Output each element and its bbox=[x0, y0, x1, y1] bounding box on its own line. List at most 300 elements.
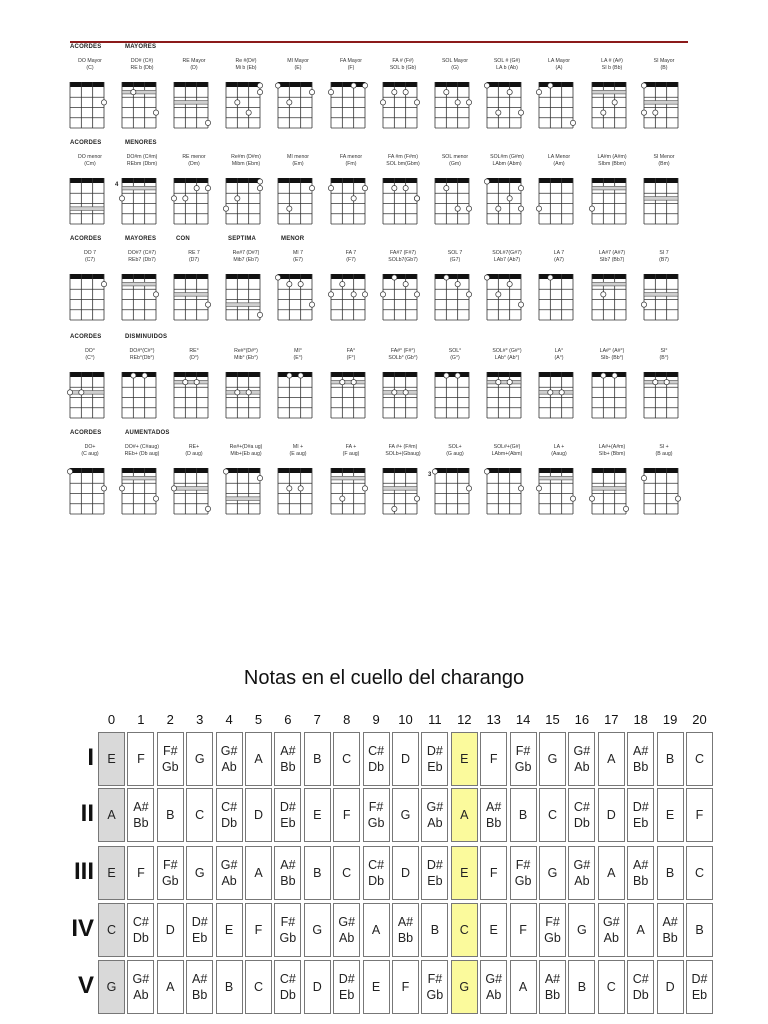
note-name: Ab bbox=[221, 760, 237, 774]
note-name: C bbox=[253, 980, 264, 994]
note-name: Db bbox=[368, 760, 385, 774]
note-name: Eb bbox=[339, 988, 355, 1002]
finger-dot bbox=[641, 476, 646, 481]
chord-name bbox=[584, 348, 640, 362]
nut-bar bbox=[539, 274, 573, 279]
chord-name bbox=[584, 444, 640, 458]
finger-dot bbox=[484, 179, 489, 184]
finger-dot bbox=[287, 100, 292, 105]
chord-name-line: (E°) bbox=[293, 355, 303, 361]
note-name: A bbox=[636, 923, 645, 937]
note-name: B bbox=[665, 752, 675, 766]
note-name: Bb bbox=[280, 760, 296, 774]
finger-dot bbox=[275, 83, 280, 88]
chord-name-line: REb°(Db°) bbox=[129, 355, 155, 361]
chord-name-line: LA b (Ab) bbox=[496, 65, 518, 71]
chord-name-line: (C aug) bbox=[81, 451, 99, 457]
chord-name-line: SOL bm(Gbm) bbox=[386, 161, 420, 167]
chord-name-line: SOL#+(G#) bbox=[493, 444, 521, 450]
nut-bar bbox=[644, 274, 678, 279]
note-cell bbox=[274, 903, 301, 957]
chord-name bbox=[114, 348, 170, 362]
chord-name bbox=[114, 154, 170, 168]
note-name: G bbox=[194, 866, 205, 880]
note-cell bbox=[686, 846, 713, 900]
chord-name bbox=[531, 58, 587, 72]
chord-diagram bbox=[174, 250, 214, 328]
note-cell bbox=[510, 960, 537, 1014]
note-cell bbox=[304, 788, 331, 842]
chord-name bbox=[270, 444, 326, 458]
chord-section bbox=[70, 334, 688, 426]
barre-mark bbox=[644, 293, 678, 297]
barre-mark bbox=[174, 380, 208, 384]
chord-diagram bbox=[174, 348, 214, 426]
note-cell bbox=[363, 903, 390, 957]
chord-name-line: (D7) bbox=[188, 257, 200, 263]
chord-name bbox=[218, 250, 274, 264]
note-cell bbox=[627, 903, 654, 957]
note-name: D# bbox=[426, 858, 443, 872]
finger-dot bbox=[444, 186, 449, 191]
finger-dot bbox=[257, 186, 262, 191]
chord-diagram bbox=[331, 444, 371, 522]
note-cell bbox=[304, 903, 331, 957]
nut-bar bbox=[70, 178, 104, 183]
note-name: Db bbox=[368, 874, 385, 888]
note-name: G# bbox=[485, 972, 503, 986]
note-name: A bbox=[607, 866, 616, 880]
note-name: E bbox=[107, 752, 116, 766]
nut-bar bbox=[174, 372, 208, 377]
chord-diagram bbox=[174, 154, 214, 232]
nut-bar bbox=[435, 178, 469, 183]
chord-name-line: (F aug) bbox=[342, 451, 360, 457]
chord-diagram bbox=[383, 154, 423, 232]
note-name: F bbox=[137, 866, 145, 880]
note-name: Db bbox=[279, 988, 296, 1002]
note-name: Eb bbox=[633, 816, 649, 830]
fret-number: 16 bbox=[574, 712, 590, 727]
barre-mark bbox=[226, 303, 260, 307]
finger-dot bbox=[351, 380, 356, 385]
chord-name-line: Re#+(D#a ug) bbox=[229, 444, 263, 450]
finger-dot bbox=[362, 292, 367, 297]
note-name: D# bbox=[426, 744, 443, 758]
nut-bar bbox=[383, 468, 417, 473]
chord-grid bbox=[274, 80, 316, 130]
chord-name bbox=[166, 250, 222, 264]
chord-grid bbox=[535, 80, 577, 130]
chord-name-line: SI Mayor bbox=[653, 58, 675, 64]
chord-name-line: (B°) bbox=[659, 355, 669, 361]
note-name: B bbox=[430, 923, 440, 937]
note-name: Ab bbox=[486, 988, 502, 1002]
chord-name-line: Re#m (D#m) bbox=[231, 154, 261, 160]
nut-bar bbox=[278, 178, 312, 183]
finger-dot bbox=[101, 100, 106, 105]
chord-diagram bbox=[115, 154, 162, 232]
chord-name bbox=[218, 348, 274, 362]
note-cell bbox=[127, 846, 154, 900]
finger-dot bbox=[153, 292, 158, 297]
nut-bar bbox=[70, 274, 104, 279]
finger-dot bbox=[67, 390, 72, 395]
note-cell bbox=[539, 846, 566, 900]
note-name: F bbox=[401, 980, 410, 994]
finger-dot bbox=[205, 302, 210, 307]
note-cell bbox=[539, 960, 566, 1014]
chord-name-line: RE Mayor bbox=[182, 58, 206, 64]
note-name: Bb bbox=[486, 816, 502, 830]
nut-bar bbox=[331, 274, 365, 279]
chord-name-line: LAbm (Abm) bbox=[492, 161, 522, 167]
nut-bar bbox=[435, 274, 469, 279]
chord-diagram bbox=[487, 444, 527, 522]
chord-name-line: LAb° (Ab°) bbox=[494, 355, 520, 361]
open-string-cell bbox=[98, 960, 125, 1014]
barre-mark bbox=[174, 293, 208, 297]
note-name: C bbox=[342, 752, 352, 766]
fret-number: 19 bbox=[662, 712, 678, 727]
note-name: Ab bbox=[427, 816, 443, 830]
finger-dot bbox=[205, 120, 210, 125]
chord-diagram bbox=[383, 348, 423, 426]
chord-diagram bbox=[70, 444, 110, 522]
finger-dot bbox=[235, 196, 240, 201]
note-cell bbox=[157, 846, 184, 900]
barre-mark bbox=[174, 487, 208, 491]
note-cell bbox=[568, 732, 595, 786]
finger-dot bbox=[101, 486, 106, 491]
chord-name-line: Re#7 (D#7) bbox=[232, 250, 260, 256]
finger-dot bbox=[328, 292, 333, 297]
note-name: D bbox=[165, 923, 175, 937]
finger-dot bbox=[392, 275, 397, 280]
chord-name-line: LA + bbox=[553, 444, 565, 450]
chord-name-line: (F°) bbox=[346, 355, 356, 361]
finger-dot bbox=[612, 100, 617, 105]
chord-name bbox=[323, 58, 379, 72]
chord-name-line: (E7) bbox=[293, 257, 303, 263]
chord-section bbox=[70, 430, 688, 522]
note-cell bbox=[539, 903, 566, 957]
chord-grid bbox=[118, 80, 160, 130]
note-name: C# bbox=[573, 800, 590, 814]
finger-dot bbox=[257, 476, 262, 481]
note-name: Ab bbox=[133, 988, 149, 1002]
note-name: D# bbox=[632, 800, 649, 814]
nut-bar bbox=[383, 178, 417, 183]
chord-name-line: SOLb° (Gb°) bbox=[388, 355, 418, 361]
chord-name-line: Re #(D#) bbox=[235, 58, 257, 64]
note-name: E bbox=[460, 752, 469, 766]
chord-grid bbox=[274, 176, 316, 226]
nut-bar bbox=[331, 372, 365, 377]
finger-dot bbox=[298, 486, 303, 491]
nut-bar bbox=[226, 274, 260, 279]
barre-mark bbox=[592, 90, 626, 94]
chord-diagram bbox=[435, 348, 475, 426]
finger-dot bbox=[414, 196, 419, 201]
note-name: F bbox=[519, 923, 527, 937]
chord-grid bbox=[535, 176, 577, 226]
chord-grid bbox=[483, 272, 525, 322]
chord-name-line: DO#7 (C#7) bbox=[128, 250, 156, 256]
note-cell bbox=[686, 788, 713, 842]
chord-name-line: LA Menor bbox=[547, 154, 571, 160]
note-cell bbox=[568, 960, 595, 1014]
fret-number: 15 bbox=[545, 712, 560, 727]
note-name: C# bbox=[368, 858, 385, 872]
chord-name bbox=[62, 348, 118, 362]
chord-name bbox=[427, 250, 483, 264]
finger-dot bbox=[612, 373, 617, 378]
chord-name bbox=[218, 58, 274, 72]
chord-name-line: DO#+ (C#aug) bbox=[125, 444, 159, 450]
finger-dot bbox=[119, 196, 124, 201]
chord-diagram bbox=[70, 58, 110, 136]
note-name: C bbox=[342, 866, 352, 880]
finger-dot bbox=[79, 390, 84, 395]
string-label: V bbox=[77, 972, 94, 999]
chord-grid bbox=[66, 176, 108, 226]
note-cell bbox=[333, 732, 360, 786]
chord-name-line: (D°) bbox=[189, 355, 199, 361]
note-name: C bbox=[195, 808, 205, 822]
section-label: MAYORES bbox=[125, 44, 157, 50]
fret-number: 20 bbox=[692, 712, 707, 727]
chord-grid bbox=[327, 176, 369, 226]
note-name: B bbox=[224, 980, 234, 994]
note-name: Db bbox=[632, 988, 649, 1002]
note-cell bbox=[686, 732, 713, 786]
finger-dot bbox=[298, 373, 303, 378]
note-name: C# bbox=[279, 972, 296, 986]
chord-name-line: FA#° (F#°) bbox=[390, 348, 416, 354]
chord-diagram bbox=[644, 58, 684, 136]
note-cell bbox=[539, 732, 566, 786]
chord-grid bbox=[379, 466, 421, 516]
section-label: MAYORES bbox=[125, 236, 157, 242]
note-name: A# bbox=[486, 800, 502, 814]
finger-dot bbox=[362, 486, 367, 491]
nut-bar bbox=[539, 372, 573, 377]
chord-name-line: REb+ (Db aug) bbox=[124, 451, 160, 457]
section-label: ACORDES bbox=[70, 236, 102, 242]
note-name: F bbox=[254, 923, 263, 937]
chord-name bbox=[479, 154, 535, 168]
nut-bar bbox=[644, 82, 678, 87]
note-name: B bbox=[577, 980, 587, 994]
chord-grid bbox=[66, 466, 108, 516]
nut-bar bbox=[435, 468, 469, 473]
fret-number: 9 bbox=[372, 712, 380, 727]
chord-grid bbox=[483, 466, 525, 516]
finger-dot bbox=[675, 496, 680, 501]
finger-dot bbox=[183, 196, 188, 201]
note-name: Bb bbox=[662, 931, 678, 945]
note-name: B bbox=[518, 808, 528, 822]
nut-bar bbox=[278, 468, 312, 473]
chord-diagram bbox=[592, 348, 632, 426]
chord-name-line: MI Mayor bbox=[287, 58, 309, 64]
note-name: Ab bbox=[221, 874, 237, 888]
nut-bar bbox=[278, 274, 312, 279]
note-name: Eb bbox=[427, 760, 443, 774]
chord-name bbox=[531, 250, 587, 264]
nut-bar bbox=[70, 468, 104, 473]
chord-name bbox=[323, 444, 379, 458]
chord-grid bbox=[118, 272, 160, 322]
finger-dot bbox=[496, 380, 501, 385]
finger-dot bbox=[444, 275, 449, 280]
barre-mark bbox=[487, 380, 521, 384]
finger-dot bbox=[414, 100, 419, 105]
section-label: MENORES bbox=[125, 140, 157, 146]
finger-dot bbox=[548, 275, 553, 280]
finger-dot bbox=[589, 206, 594, 211]
nut-bar bbox=[435, 82, 469, 87]
note-name: A# bbox=[662, 915, 678, 929]
chord-name-line: DO Mayor bbox=[78, 58, 102, 64]
nut-bar bbox=[487, 274, 521, 279]
chord-diagram bbox=[122, 58, 162, 136]
note-name: D bbox=[400, 752, 411, 766]
note-name: Db bbox=[132, 931, 149, 945]
chord-grid bbox=[640, 370, 682, 420]
finger-dot bbox=[403, 186, 408, 191]
barre-mark bbox=[383, 487, 417, 491]
finger-dot bbox=[142, 373, 147, 378]
barre-mark bbox=[644, 101, 678, 105]
chord-diagram bbox=[278, 348, 318, 426]
barre-mark bbox=[122, 476, 156, 480]
chord-name-line: (Bm) bbox=[658, 161, 670, 167]
nut-bar bbox=[435, 372, 469, 377]
section-label: ACORDES bbox=[70, 140, 102, 146]
note-name: C# bbox=[368, 744, 385, 758]
chord-grid bbox=[588, 370, 630, 420]
chord-name-line: (Em) bbox=[292, 161, 304, 167]
finger-dot bbox=[223, 469, 228, 474]
chord-name bbox=[479, 58, 535, 72]
chord-name bbox=[114, 444, 170, 458]
chord-diagram bbox=[592, 154, 632, 232]
chord-diagram bbox=[539, 58, 579, 136]
note-name: G# bbox=[132, 972, 150, 986]
twelfth-fret-cell bbox=[451, 732, 478, 786]
note-name: B bbox=[695, 923, 704, 937]
chord-name-line: Mi b (Eb) bbox=[235, 65, 257, 71]
chord-name-line: SOL+ bbox=[448, 444, 462, 450]
section-heading bbox=[70, 236, 688, 246]
chord-name-line: FA#7 (F#7) bbox=[390, 250, 416, 256]
chord-grid bbox=[222, 80, 264, 130]
note-cell bbox=[304, 732, 331, 786]
nut-bar bbox=[487, 82, 521, 87]
chord-name-line: SOL Mayor bbox=[441, 58, 469, 64]
chord-grid bbox=[170, 176, 212, 226]
chord-name-line: RE b (Db) bbox=[130, 65, 154, 71]
barre-mark bbox=[539, 476, 573, 480]
chord-name bbox=[427, 58, 483, 72]
string-label: II bbox=[80, 800, 94, 827]
chord-diagram bbox=[592, 444, 632, 522]
note-name: G# bbox=[220, 744, 238, 758]
finger-dot bbox=[536, 486, 541, 491]
nut-bar bbox=[592, 468, 626, 473]
finger-dot bbox=[246, 390, 251, 395]
chord-name-line: (C7) bbox=[84, 257, 96, 263]
chord-diagram bbox=[428, 444, 475, 522]
chord-name-line: LA Mayor bbox=[548, 58, 570, 64]
chord-diagram bbox=[278, 154, 318, 232]
finger-dot bbox=[403, 90, 408, 95]
open-string-cell bbox=[98, 788, 125, 842]
finger-dot bbox=[309, 90, 314, 95]
finger-dot bbox=[601, 373, 606, 378]
note-name: F bbox=[489, 752, 498, 766]
chord-diagram bbox=[435, 58, 475, 136]
chord-grid bbox=[274, 370, 316, 420]
chord-name-line: SOL#° (G#°) bbox=[492, 348, 522, 354]
chord-name-line: MI menor bbox=[287, 154, 309, 160]
note-cell bbox=[127, 960, 154, 1014]
note-cell bbox=[245, 903, 272, 957]
chord-name-line: FA° bbox=[346, 348, 356, 354]
chord-name-line: DO° bbox=[85, 348, 95, 354]
note-cell bbox=[245, 732, 272, 786]
chord-grid bbox=[66, 80, 108, 130]
note-cell bbox=[510, 846, 537, 900]
note-name: D bbox=[665, 980, 675, 994]
chord-grid bbox=[170, 466, 212, 516]
finger-dot bbox=[351, 292, 356, 297]
chord-name-line: (G7) bbox=[449, 257, 461, 263]
note-name: Ab bbox=[603, 931, 619, 945]
finger-dot bbox=[518, 110, 523, 115]
chord-diagram bbox=[383, 58, 423, 136]
note-cell bbox=[392, 732, 419, 786]
note-name: Eb bbox=[280, 816, 296, 830]
chord-grid bbox=[66, 272, 108, 322]
note-cell bbox=[333, 846, 360, 900]
finger-dot bbox=[548, 390, 553, 395]
chord-name-line: RE 7 bbox=[188, 250, 200, 256]
chord-name-line: (F) bbox=[347, 65, 355, 71]
fret-number: 8 bbox=[343, 712, 351, 727]
chord-name-line: (E aug) bbox=[289, 451, 307, 457]
note-name: G# bbox=[602, 915, 620, 929]
chord-name bbox=[375, 348, 431, 362]
note-cell bbox=[421, 903, 448, 957]
fret-number: 12 bbox=[457, 712, 472, 727]
finger-dot bbox=[257, 83, 262, 88]
finger-dot bbox=[496, 206, 501, 211]
note-cell bbox=[363, 732, 390, 786]
finger-dot bbox=[257, 179, 262, 184]
finger-dot bbox=[507, 282, 512, 287]
string-label: III bbox=[73, 858, 94, 885]
barre-mark bbox=[331, 476, 365, 480]
note-cell bbox=[274, 846, 301, 900]
chord-diagram bbox=[644, 154, 684, 232]
chord-grid bbox=[483, 370, 525, 420]
chord-name bbox=[636, 58, 692, 72]
chord-grid bbox=[118, 370, 160, 420]
note-name: D bbox=[606, 808, 616, 822]
